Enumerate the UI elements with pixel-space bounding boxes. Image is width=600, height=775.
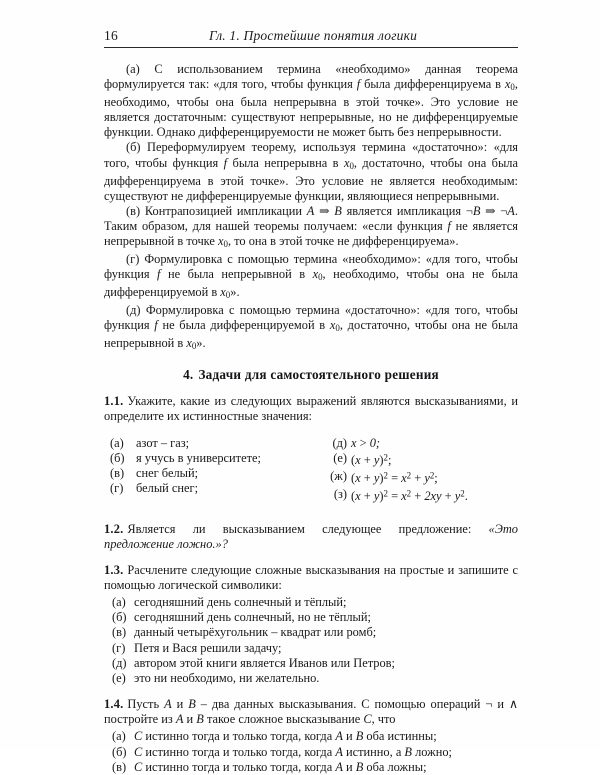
list-item bbox=[104, 641, 518, 656]
item-label: (б) bbox=[110, 450, 125, 465]
item-text: C истинно тогда и только тогда, когда A и B оба истинны; bbox=[134, 729, 437, 744]
items-column-right bbox=[311, 434, 518, 505]
list-item bbox=[104, 656, 518, 671]
exercise-1-4-items bbox=[104, 729, 518, 775]
item-text: x > 0; bbox=[351, 435, 381, 450]
exercise-1-4 bbox=[104, 697, 518, 775]
item-label: (а) bbox=[112, 729, 126, 744]
item-text: C истинно тогда и только тогда, когда A и B оба ложны; bbox=[134, 759, 427, 774]
text-column bbox=[104, 62, 518, 775]
list-item bbox=[104, 745, 518, 760]
exercise-lead bbox=[104, 563, 518, 593]
item-text: сегодняшний день солнечный, но не тёплый; bbox=[134, 610, 371, 625]
exercise-1-3-items bbox=[104, 595, 518, 686]
paragraph-g: (г) Формулировка с помощью термина «необходимо»: «для того, чтобы функция f не была непрерывной в $x_0$, необходимо, чтобы она не была дифференцируемой в $x_0$». bbox=[104, 251, 518, 301]
page-number: 16 bbox=[104, 28, 119, 43]
item-label: (д) bbox=[332, 435, 347, 450]
list-item bbox=[311, 451, 518, 469]
list-item bbox=[311, 487, 518, 505]
paragraph-d: (д) Формулировка с помощью термина «достаточно»: «для того, чтобы функция f не была дифференцируемой в $x_0$, достаточно, чтобы она не была непрерывной в $x_0$». bbox=[104, 303, 518, 352]
paragraph-v: (в) Контрапозицией импликации A ⇒ B является импликация ¬B ⇒ ¬A. Таким образом, для нашей теоремы получаем: «если функция f не является непрерывной в точке $x_0$, то она в этой точке не дифференцируема». bbox=[104, 203, 518, 249]
item-text: это ни необходимо, ни желательно. bbox=[134, 670, 320, 685]
item-label: (в) bbox=[112, 759, 127, 774]
exercise-1-2 bbox=[104, 522, 518, 552]
exercise-italic-tail: «Это предложение ложно.»? bbox=[104, 521, 518, 551]
running-head bbox=[104, 28, 518, 44]
exercise-1-1 bbox=[104, 394, 518, 504]
item-label: (д) bbox=[112, 655, 127, 670]
list-item bbox=[104, 595, 518, 610]
list-item bbox=[104, 729, 518, 744]
list-item bbox=[104, 671, 518, 686]
item-text: $(x + y)^2 = x^2 + 2xy + y^2$. bbox=[351, 488, 468, 504]
exercise-number: 1.4. bbox=[104, 697, 124, 712]
item-label: (б) bbox=[112, 610, 127, 625]
exercise-1-3 bbox=[104, 563, 518, 686]
list-item bbox=[104, 760, 518, 775]
item-label: (а) bbox=[112, 594, 126, 609]
exercise-lead-text: Укажите, какие из следующих выражений являются высказываниями, и определите их истинностные значения: bbox=[104, 394, 518, 424]
item-text: данный четырёхугольник – квадрат или ромб; bbox=[134, 625, 377, 640]
item-text: белый снег; bbox=[136, 481, 199, 496]
exercise-lead-text: Расчлените следующие сложные высказывания на простые и запишите с помощью логической символики: bbox=[104, 562, 518, 592]
item-label: (е) bbox=[333, 450, 347, 465]
exercise-number: 1.3. bbox=[104, 562, 124, 577]
item-label: (г) bbox=[110, 481, 124, 496]
item-text: азот – газ; bbox=[136, 435, 190, 450]
exercise-lead: 1.2. Является ли высказыванием следующее предложение: «Это предложение ложно.»? bbox=[104, 521, 518, 551]
item-text: $(x + y)^2$; bbox=[351, 452, 392, 468]
item-text: Петя и Вася решили задачу; bbox=[134, 640, 282, 655]
list-item bbox=[104, 625, 518, 640]
list-item bbox=[104, 481, 311, 496]
section-title: Задачи для самостоятельного решения bbox=[198, 367, 439, 383]
section-heading bbox=[104, 367, 518, 383]
list-item bbox=[311, 469, 518, 487]
items-column-left bbox=[104, 434, 311, 505]
item-label: (е) bbox=[112, 670, 126, 685]
item-text: автором этой книги является Иванов или Петров; bbox=[134, 655, 395, 670]
item-text: $(x + y)^2 = x^2 + y^2$; bbox=[351, 470, 438, 486]
item-label: (ж) bbox=[330, 468, 347, 483]
item-label: (з) bbox=[333, 486, 347, 501]
exercise-lead: 1.4. Пусть A и B – два данных высказывания. С помощью операций ¬ и ∧ постройте из A и B такое сложное высказывание C, что bbox=[104, 697, 519, 727]
header-rule bbox=[104, 47, 518, 48]
item-label: (в) bbox=[110, 465, 125, 480]
paragraph-a: (а) С использованием термина «необходимо» данная теорема формулируется так: «для того, чтобы функция f была дифференцируема в $x_0$, необходимо, чтобы она была непрерывна в этой точке». Это условие не является достаточным: существуют непрерывные, но не дифференцируемые функции. Однако дифференцируемости не может быть без непрерывности. bbox=[104, 62, 518, 140]
list-item bbox=[104, 451, 311, 466]
list-item bbox=[104, 466, 311, 481]
item-label: (в) bbox=[112, 625, 127, 640]
item-text: C истинно тогда и только тогда, когда A истинно, а B ложно; bbox=[134, 744, 452, 759]
list-item bbox=[311, 436, 518, 451]
section-number: 4. bbox=[183, 367, 194, 383]
item-label: (б) bbox=[112, 744, 127, 759]
item-text: сегодняшний день солнечный и тёплый; bbox=[134, 594, 347, 609]
running-title: Гл. 1. Простейшие понятия логики bbox=[209, 28, 418, 43]
item-label: (г) bbox=[112, 640, 126, 655]
exercise-number: 1.2. bbox=[104, 521, 124, 536]
item-text: снег белый; bbox=[136, 465, 199, 480]
list-item bbox=[104, 436, 311, 451]
exercise-1-1-items bbox=[104, 434, 518, 505]
item-label: (а) bbox=[110, 435, 124, 450]
exercise-lead bbox=[104, 394, 518, 424]
paragraph-b: (б) Переформулируем теорему, используя термина «достаточно»: «для того, чтобы функция f была непрерывна в $x_0$, достаточно, чтобы она была дифференцируема в этой точке». Это условие не является необходимым: существуют не дифференцируемые функции, являющиеся непрерывными. bbox=[104, 140, 518, 203]
list-item bbox=[104, 610, 518, 625]
exercise-number: 1.1. bbox=[104, 394, 124, 409]
item-text: я учусь в университете; bbox=[136, 450, 261, 465]
